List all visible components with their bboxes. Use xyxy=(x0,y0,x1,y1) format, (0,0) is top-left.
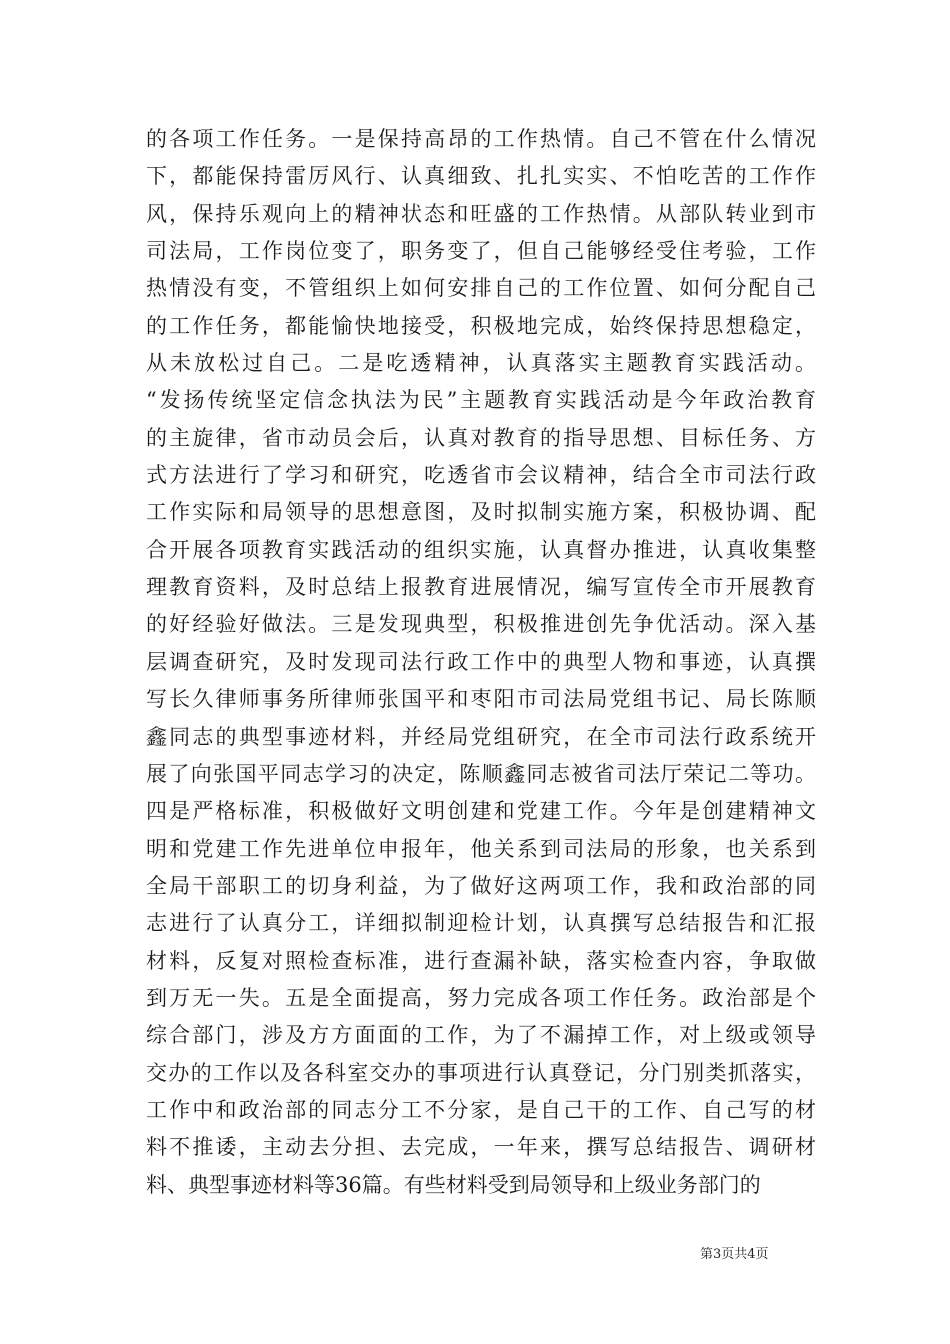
text-line: 志进行了认真分工，详细拟制迎检计划，认真撰写总结报告和汇报 xyxy=(146,911,816,936)
text-line: 综合部门，涉及方方面面的工作，为了不漏掉工作，对上级或领导 xyxy=(146,1023,816,1048)
text-line: 式方法进行了学习和研究，吃透省市会议精神，结合全市司法行政 xyxy=(146,463,816,488)
text-line: 从未放松过自己。二是吃透精神，认真落实主题教育实践活动。 xyxy=(146,351,816,376)
text-line: 合开展各项教育实践活动的组织实施，认真督办推进，认真收集整 xyxy=(146,537,816,562)
text-line: 的各项工作任务。一是保持高昂的工作热情。自己不管在什么情况 xyxy=(146,127,816,151)
text-line: 展了向张国平同志学习的决定，陈顺鑫同志被省司法厅荣记二等功。 xyxy=(146,761,816,786)
text-line: 的主旋律，省市动员会后，认真对教育的指导思想、目标任务、方 xyxy=(146,425,816,450)
body-text xyxy=(146,121,816,1204)
text-line: 热情没有变，不管组织上如何安排自己的工作位置、如何分配自己 xyxy=(146,276,816,301)
text-line: 四是严格标准，积极做好文明创建和党建工作。今年是创建精神文 xyxy=(146,799,816,824)
text-line: 鑫同志的典型事迹材料，并经局党组研究，在全市司法行政系统开 xyxy=(146,724,816,749)
page-number: 第3页共4页 xyxy=(700,1247,769,1262)
text-line: 料、典型事迹材料等36篇。有些材料受到局领导和上级业务部门的 xyxy=(146,1172,761,1197)
text-line: 工作实际和局领导的思想意图，及时拟制实施方案，积极协调、配 xyxy=(146,500,816,525)
text-line: 写长久律师事务所律师张国平和枣阳市司法局党组书记、局长陈顺 xyxy=(146,687,816,712)
text-line: 交办的工作以及各科室交办的事项进行认真登记，分门别类抓落实， xyxy=(146,1060,816,1085)
text-line: 风，保持乐观向上的精神状态和旺盛的工作热情。从部队转业到市 xyxy=(146,201,816,226)
text-line: 材料，反复对照检查标准，进行查漏补缺，落实检查内容，争取做 xyxy=(146,948,816,973)
text-line: 明和党建工作先进单位申报年，他关系到司法局的形象，也关系到 xyxy=(146,836,816,861)
text-line: 司法局，工作岗位变了，职务变了，但自己能够经受住考验，工作 xyxy=(146,239,816,264)
text-line: 料不推诿，主动去分担、去完成，一年来，撰写总结报告、调研材 xyxy=(146,1135,816,1160)
text-line: 到万无一失。五是全面提高，努力完成各项工作任务。政治部是个 xyxy=(146,985,816,1010)
text-line: 层调查研究，及时发现司法行政工作中的典型人物和事迹，认真撰 xyxy=(146,649,816,674)
text-line: 的好经验好做法。三是发现典型，积极推进创先争优活动。深入基 xyxy=(146,612,816,637)
text-line: 理教育资料，及时总结上报教育进展情况，编写宣传全市开展教育 xyxy=(146,575,816,600)
text-line: 工作中和政治部的同志分工不分家，是自己干的工作、自己写的材 xyxy=(146,1097,816,1122)
text-line: 全局干部职工的切身利益，为了做好这两项工作，我和政治部的同 xyxy=(146,873,816,898)
text-line: 下，都能保持雷厉风行、认真细致、扎扎实实、不怕吃苦的工作作 xyxy=(146,164,816,189)
text-line: “发扬传统坚定信念执法为民”主题教育实践活动是今年政治教育 xyxy=(146,388,816,413)
text-line: 的工作任务，都能愉快地接受，积极地完成，始终保持思想稳定， xyxy=(146,313,816,338)
